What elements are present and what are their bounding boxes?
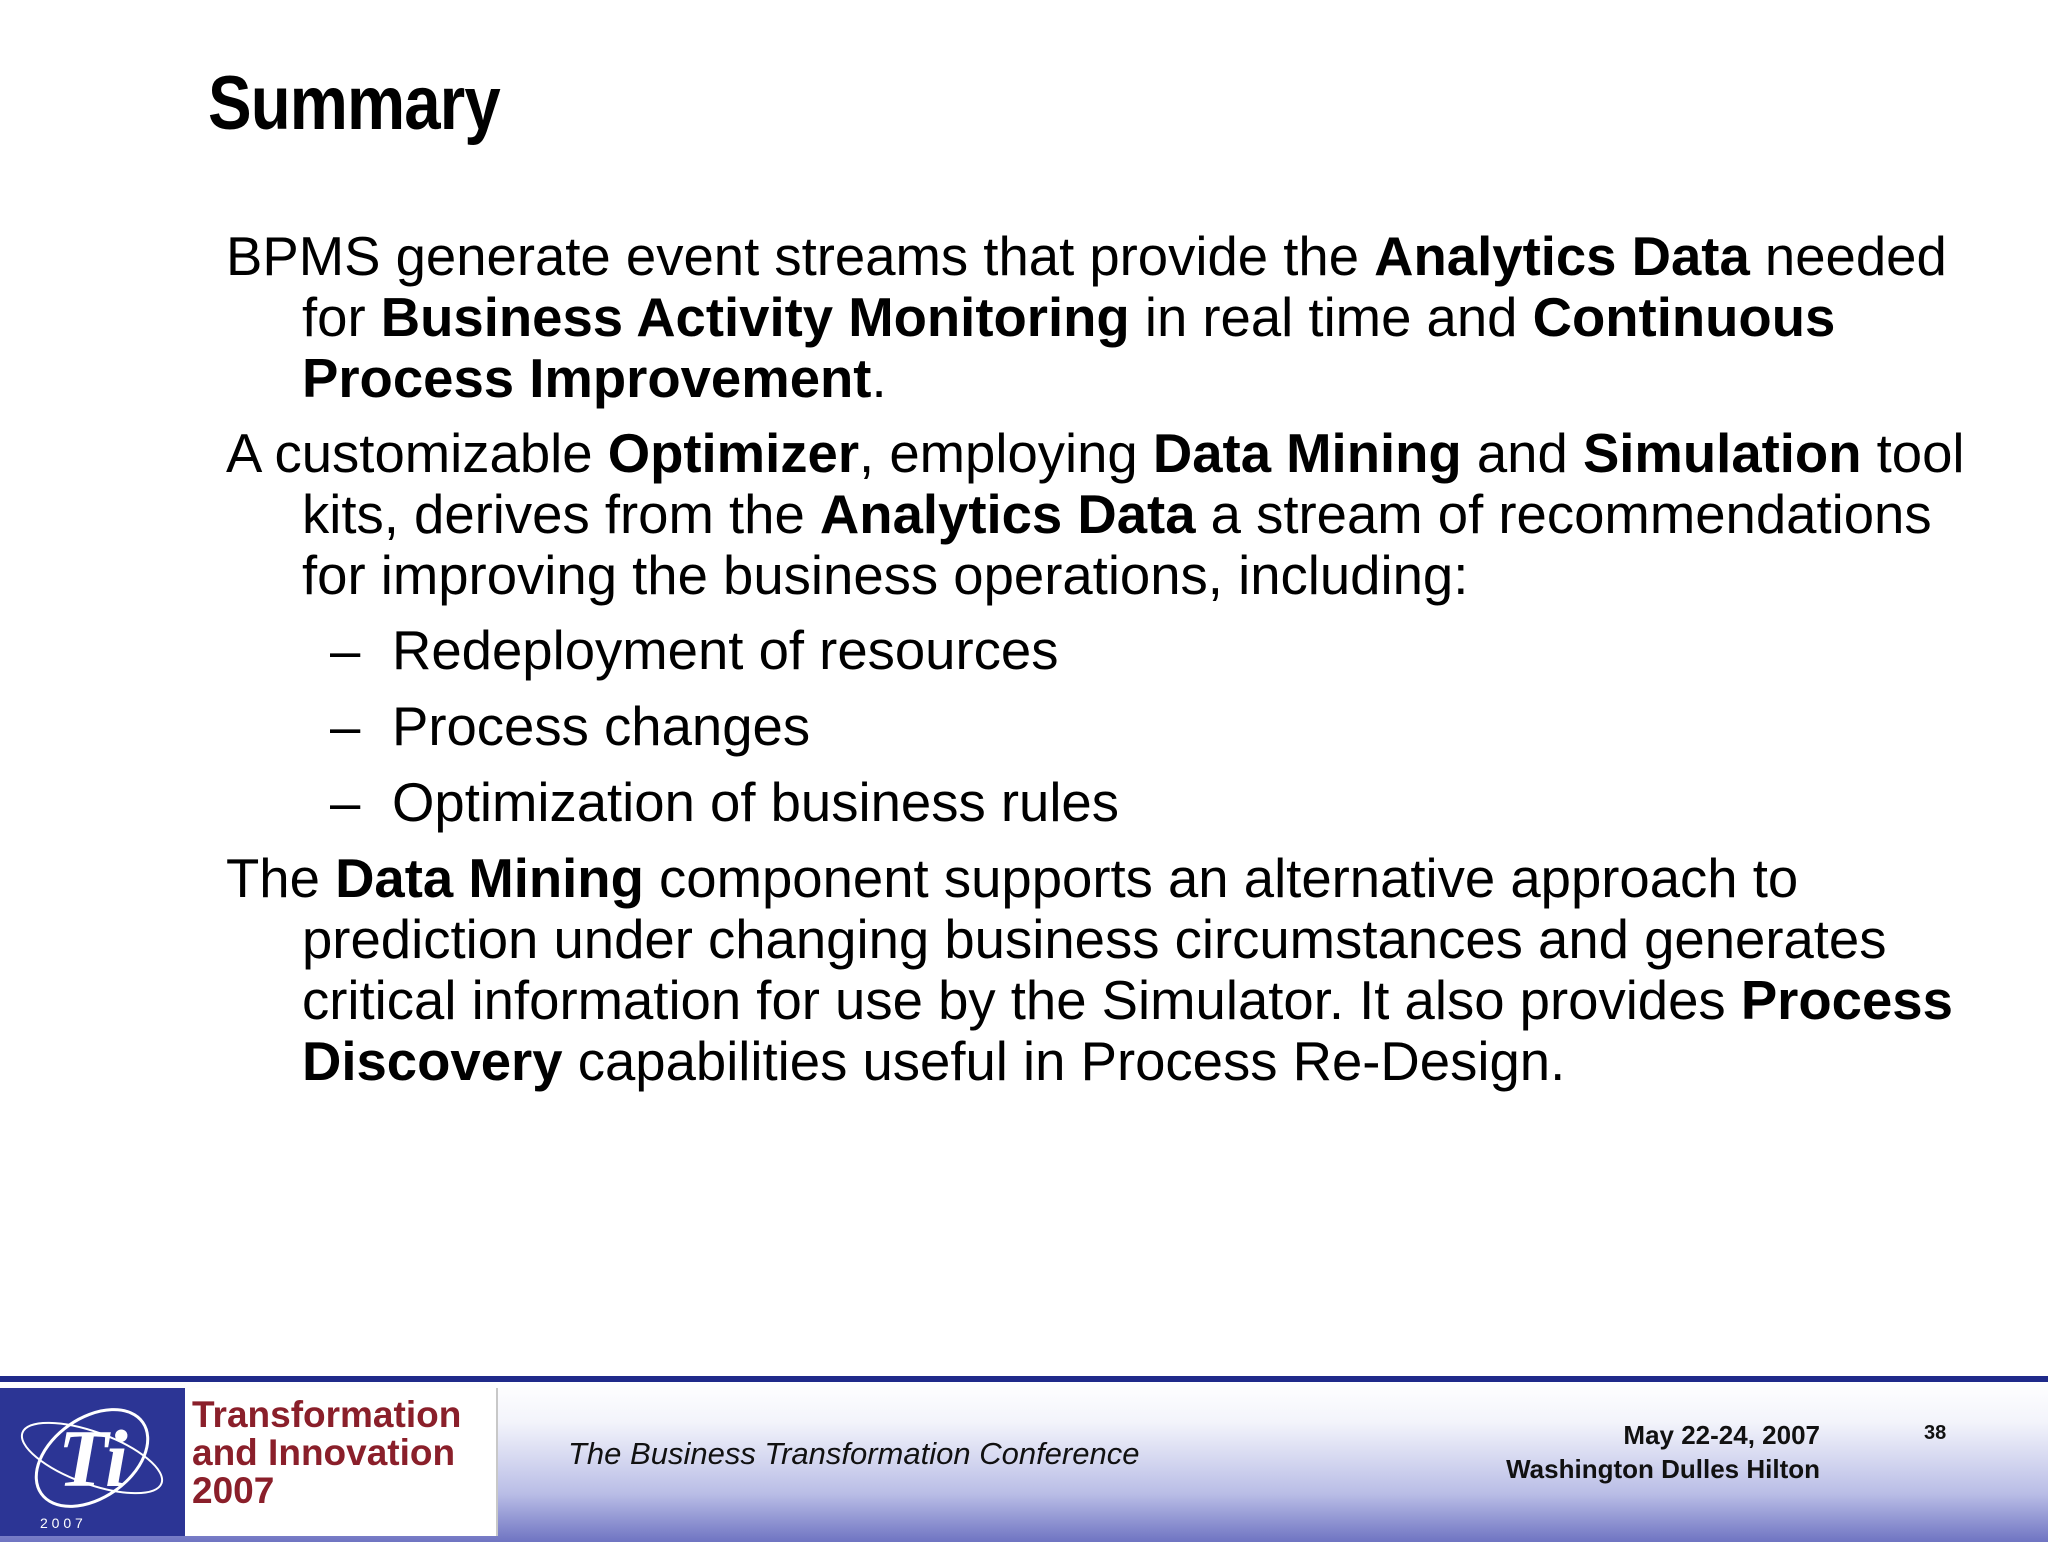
event-date: May 22-24, 2007 [1623,1420,1820,1450]
text-run: BPMS generate event streams that provide the [226,226,1375,287]
logo-line: Transformation [192,1394,462,1435]
bold-run: Simulation [1582,423,1862,484]
dash-bullet: – [330,620,361,681]
slide-title: Summary [208,61,500,146]
bold-run: Business Activity Monitoring [380,287,1130,348]
paragraph-data-mining [226,848,2006,1092]
text-run: and [1461,423,1583,484]
dash-bullet: – [330,772,361,833]
bold-run: Analytics Data [819,484,1196,545]
recommendation-list [226,620,2006,834]
text-run: needed for [302,226,1947,348]
event-date-venue [1506,1418,1820,1486]
list-item [226,696,2006,758]
logo-line: and Innovation [192,1432,456,1473]
text-run: . [871,348,887,409]
ti-emblem-graphic [0,1388,185,1536]
text-run: , employing [859,423,1153,484]
paragraph-optimizer [226,423,2006,606]
text-run: tool kits, derives from the [302,423,1965,545]
bold-run: Continuous Process Improvement [302,287,1836,409]
text-run: The [226,848,336,909]
slide-body [226,226,2006,1106]
list-item [226,620,2006,682]
conference-name: The Business Transformation Conference [568,1436,1140,1471]
event-venue: Washington Dulles Hilton [1506,1454,1820,1484]
emblem-year: 2 0 0 7 [40,1515,83,1531]
list-item-text: Optimization of business rules [392,772,1119,833]
list-item-text: Process changes [392,696,811,757]
text-run: capabilities useful in Process Re-Design. [562,1031,1566,1092]
slide-footer [0,1376,2048,1542]
text-run: component supports an alternative approach to prediction under changing business circumstances and generates critical information for use by the Simulator. It also provides [302,848,1887,1031]
bold-run: Data Mining [1152,423,1462,484]
list-item [226,772,2006,834]
logo-line: 2007 [192,1470,275,1511]
text-run: a stream of recommendations for improving the business operations, including: [302,484,1932,606]
page-number: 38 [1924,1422,1947,1444]
emblem-letters: Ti [58,1413,128,1504]
text-run: A customizable [226,423,608,484]
bold-run: Data Mining [335,848,644,909]
bold-run: Optimizer [607,423,860,484]
list-item-text: Redeployment of resources [392,620,1059,681]
bold-run: Analytics Data [1374,226,1750,287]
bold-run: Process Discovery [302,970,1953,1092]
logo-wordmark [192,1396,461,1510]
conference-logo [0,1388,498,1536]
paragraph-bpms [226,226,2006,409]
ti-emblem-icon [0,1388,185,1536]
dash-bullet: – [330,696,361,757]
text-run: in real time and [1129,287,1533,348]
